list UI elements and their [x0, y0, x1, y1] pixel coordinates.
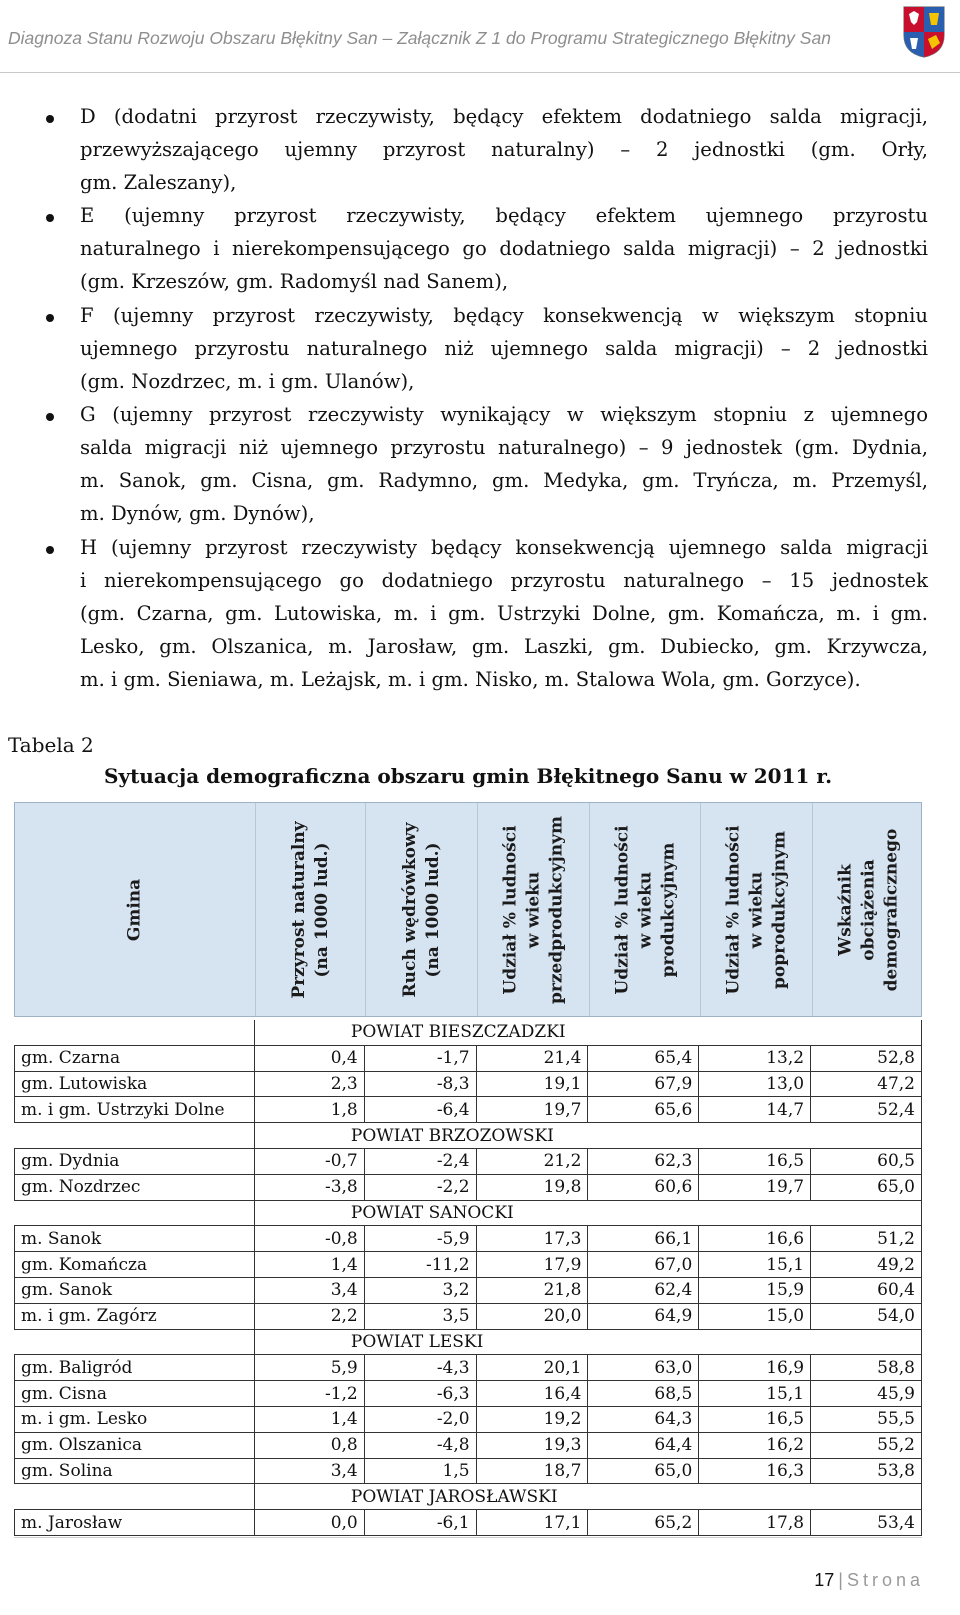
- bullet-line: gm. Zaleszany),: [80, 171, 237, 194]
- gmina-name-cell: m. i gm. Zagórz: [15, 1303, 255, 1329]
- value-cell: -6,3: [364, 1381, 476, 1407]
- column-header-line: obciążenia: [858, 858, 878, 961]
- section-name: POWIAT JAROSŁAWSKI: [254, 1484, 921, 1510]
- bullet-line: (gm. Krzeszów, gm. Radomyśl nad Sanem),: [80, 270, 509, 293]
- column-header-text: [500, 815, 569, 1003]
- page-number: 17: [814, 1570, 835, 1590]
- section-spacer: [15, 1020, 255, 1045]
- value-cell: 19,1: [476, 1071, 588, 1097]
- section-name: POWIAT SANOCKI: [254, 1200, 921, 1226]
- value-cell: 0,8: [254, 1432, 364, 1458]
- gmina-name-cell: gm. Dydnia: [15, 1148, 255, 1174]
- value-cell: -2,0: [364, 1406, 476, 1432]
- bullet-line: H (ujemny przyrost rzeczywisty będący konsekwencją ujemnego salda migracji: [80, 536, 928, 559]
- table-row: [15, 1355, 922, 1381]
- value-cell: 21,2: [476, 1148, 588, 1174]
- value-cell: 65,0: [811, 1174, 922, 1200]
- table-title: Sytuacja demograficzna obszaru gmin Błękitnego Sanu w 2011 r.: [104, 764, 833, 788]
- value-cell: 21,8: [476, 1277, 588, 1303]
- bullet-item-d: [80, 100, 928, 199]
- table-row: [15, 1148, 922, 1174]
- demographic-table: [14, 1020, 922, 1536]
- table-row: [15, 1303, 922, 1329]
- section-spacer: [15, 1484, 255, 1510]
- table-row: [15, 1277, 922, 1303]
- value-cell: 13,0: [699, 1071, 811, 1097]
- value-cell: 65,6: [588, 1097, 699, 1123]
- page-footer: [814, 1570, 924, 1591]
- gmina-name-cell: gm. Czarna: [15, 1045, 255, 1071]
- section-row: [15, 1123, 922, 1149]
- value-cell: 47,2: [811, 1071, 922, 1097]
- column-header-text: [288, 821, 334, 998]
- section-spacer: [15, 1329, 255, 1355]
- gmina-name-cell: gm. Baligród: [15, 1355, 255, 1381]
- value-cell: 17,1: [476, 1510, 588, 1536]
- value-cell: 3,4: [254, 1458, 364, 1484]
- column-header: [589, 803, 701, 1016]
- gmina-name-cell: gm. Komańcza: [15, 1252, 255, 1278]
- column-header-line: demograficznego: [881, 828, 901, 991]
- value-cell: 3,5: [364, 1303, 476, 1329]
- bullet-line: (gm. Czarna, gm. Lutowiska, m. i gm. Ustrzyki Dolne, gm. Komańcza, m. i gm.: [80, 602, 928, 625]
- gmina-name-cell: gm. Cisna: [15, 1381, 255, 1407]
- table-row: [15, 1045, 922, 1071]
- value-cell: -6,1: [364, 1510, 476, 1536]
- gmina-name-cell: gm. Lutowiska: [15, 1071, 255, 1097]
- section-row: [15, 1020, 922, 1045]
- value-cell: 16,9: [699, 1355, 811, 1381]
- bullet-item-e: [80, 199, 928, 298]
- value-cell: 1,4: [254, 1252, 364, 1278]
- bullet-line: Lesko, gm. Olszanica, m. Jarosław, gm. Laszki, gm. Dubiecko, gm. Krzywcza,: [80, 635, 928, 658]
- value-cell: 14,7: [699, 1097, 811, 1123]
- column-header-line: (na 1000 lud.): [423, 841, 443, 978]
- section-row: [15, 1329, 922, 1355]
- footer-word: Strona: [846, 1570, 924, 1590]
- gmina-name-cell: m. i gm. Lesko: [15, 1406, 255, 1432]
- value-cell: 15,1: [699, 1381, 811, 1407]
- bullet-line: E (ujemny przyrost rzeczywisty, będący efektem ujemnego przyrostu: [80, 204, 928, 227]
- value-cell: -5,9: [364, 1226, 476, 1252]
- value-cell: 13,2: [699, 1045, 811, 1071]
- table-row: [15, 1071, 922, 1097]
- value-cell: 52,4: [811, 1097, 922, 1123]
- column-header-line: w wieku: [523, 871, 544, 948]
- bullet-line: G (ujemny przyrost rzeczywisty wynikający w większym stopniu z ujemnego: [80, 403, 928, 426]
- value-cell: 60,4: [811, 1277, 922, 1303]
- value-cell: -3,8: [254, 1174, 364, 1200]
- value-cell: 2,2: [254, 1303, 364, 1329]
- table-header: [14, 802, 922, 1017]
- table-row: [15, 1226, 922, 1252]
- column-header-text: [834, 828, 903, 991]
- value-cell: 21,4: [476, 1045, 588, 1071]
- bullet-dot: [46, 546, 54, 554]
- value-cell: 51,2: [811, 1226, 922, 1252]
- table-row: [15, 1381, 922, 1407]
- value-cell: 0,4: [254, 1045, 364, 1071]
- column-header-line: Gmina: [124, 878, 145, 941]
- gmina-name-cell: gm. Nozdrzec: [15, 1174, 255, 1200]
- bullet-line: naturalnego i nierekompensującego go dodatniego salda migracji) – 2 jednostki: [80, 237, 928, 260]
- column-header: [365, 803, 478, 1016]
- value-cell: -2,4: [364, 1148, 476, 1174]
- value-cell: 5,9: [254, 1355, 364, 1381]
- column-header-line: Przyrost naturalny: [289, 820, 309, 999]
- value-cell: 63,0: [588, 1355, 699, 1381]
- value-cell: 64,9: [588, 1303, 699, 1329]
- value-cell: 1,4: [254, 1406, 364, 1432]
- value-cell: 65,0: [588, 1458, 699, 1484]
- value-cell: 62,4: [588, 1277, 699, 1303]
- gmina-name-cell: gm. Solina: [15, 1458, 255, 1484]
- section-row: [15, 1484, 922, 1510]
- bullet-dot: [46, 413, 54, 421]
- value-cell: 16,5: [699, 1406, 811, 1432]
- value-cell: 45,9: [811, 1381, 922, 1407]
- value-cell: 0,0: [254, 1510, 364, 1536]
- table-label: Tabela 2: [8, 733, 94, 757]
- bullet-line: (gm. Nozdrzec, m. i gm. Ulanów),: [80, 370, 415, 393]
- value-cell: 65,2: [588, 1510, 699, 1536]
- column-header-gmina: [15, 803, 255, 1016]
- column-header-line: Udział % ludności: [612, 824, 632, 995]
- gmina-name-cell: gm. Olszanica: [15, 1432, 255, 1458]
- bullet-line: i nierekompensującego go dodatniego przyrostu naturalnego – 15 jednostek: [80, 569, 928, 592]
- bullet-dot: [46, 115, 54, 123]
- value-cell: 66,1: [588, 1226, 699, 1252]
- bullet-dot: [46, 214, 54, 222]
- value-cell: -6,4: [364, 1097, 476, 1123]
- value-cell: -8,3: [364, 1071, 476, 1097]
- column-header-line: Udział % ludności: [500, 824, 521, 995]
- value-cell: 3,4: [254, 1277, 364, 1303]
- value-cell: 53,8: [811, 1458, 922, 1484]
- column-header-text: [124, 878, 147, 940]
- table-row: [15, 1432, 922, 1458]
- coat-of-arms-icon: [902, 5, 946, 59]
- gmina-name-cell: m. Jarosław: [15, 1510, 255, 1536]
- bullet-line: m. Sanok, gm. Cisna, gm. Radymno, gm. Medyka, gm. Tryńcza, m. Przemyśl,: [80, 469, 928, 492]
- value-cell: 54,0: [811, 1303, 922, 1329]
- column-header-line: przedprodukcyjnym: [546, 815, 567, 1004]
- value-cell: 16,6: [699, 1226, 811, 1252]
- column-header: [255, 803, 366, 1016]
- column-header: [700, 803, 813, 1016]
- value-cell: 55,2: [811, 1432, 922, 1458]
- value-cell: 60,6: [588, 1174, 699, 1200]
- value-cell: 19,7: [699, 1174, 811, 1200]
- bullet-item-f: [80, 299, 928, 398]
- column-header-line: Wskaźnik: [835, 863, 855, 956]
- table-row: [15, 1406, 922, 1432]
- column-header-line: w wieku: [746, 871, 767, 948]
- value-cell: 15,0: [699, 1303, 811, 1329]
- value-cell: -11,2: [364, 1252, 476, 1278]
- value-cell: 60,5: [811, 1148, 922, 1174]
- value-cell: 19,2: [476, 1406, 588, 1432]
- value-cell: 67,9: [588, 1071, 699, 1097]
- bullet-line: przewyższającego ujemny przyrost naturalny) – 2 jednostki (gm. Orły,: [80, 138, 928, 161]
- value-cell: 64,4: [588, 1432, 699, 1458]
- value-cell: 16,2: [699, 1432, 811, 1458]
- footer-rule: [14, 1537, 922, 1538]
- value-cell: 17,9: [476, 1252, 588, 1278]
- value-cell: 18,7: [476, 1458, 588, 1484]
- value-cell: 17,8: [699, 1510, 811, 1536]
- bullet-item-h: [80, 531, 928, 696]
- header-title: Diagnoza Stanu Rozwoju Obszaru Błękitny San – Załącznik Z 1 do Programu Strategicznego Błękitny San: [8, 28, 831, 48]
- value-cell: 52,8: [811, 1045, 922, 1071]
- value-cell: 62,3: [588, 1148, 699, 1174]
- bullet-line: F (ujemny przyrost rzeczywisty, będący konsekwencją w większym stopniu: [80, 304, 928, 327]
- bullet-line: D (dodatni przyrost rzeczywisty, będący efektem dodatniego salda migracji,: [80, 105, 928, 128]
- value-cell: 19,8: [476, 1174, 588, 1200]
- value-cell: 15,1: [699, 1252, 811, 1278]
- table-row: [15, 1510, 922, 1536]
- page-header: [0, 0, 960, 73]
- column-header: [477, 803, 590, 1016]
- value-cell: 20,1: [476, 1355, 588, 1381]
- column-header-line: Udział % ludności: [723, 824, 744, 995]
- value-cell: -1,7: [364, 1045, 476, 1071]
- column-header: [812, 803, 924, 1016]
- value-cell: 1,8: [254, 1097, 364, 1123]
- value-cell: 15,9: [699, 1277, 811, 1303]
- bullet-line: m. i gm. Sieniawa, m. Leżajsk, m. i gm. Nisko, m. Stalowa Wola, gm. Gorzyce).: [80, 668, 861, 691]
- table-row: [15, 1458, 922, 1484]
- value-cell: 65,4: [588, 1045, 699, 1071]
- gmina-name-cell: m. Sanok: [15, 1226, 255, 1252]
- column-header-text: [611, 825, 680, 994]
- value-cell: 2,3: [254, 1071, 364, 1097]
- gmina-name-cell: m. i gm. Ustrzyki Dolne: [15, 1097, 255, 1123]
- value-cell: 20,0: [476, 1303, 588, 1329]
- value-cell: -4,8: [364, 1432, 476, 1458]
- column-header-line: (na 1000 lud.): [312, 841, 332, 978]
- value-cell: 64,3: [588, 1406, 699, 1432]
- value-cell: 53,4: [811, 1510, 922, 1536]
- value-cell: -1,2: [254, 1381, 364, 1407]
- value-cell: 58,8: [811, 1355, 922, 1381]
- bullet-dot: [46, 314, 54, 322]
- section-name: POWIAT BIESZCZADZKI: [254, 1020, 921, 1045]
- value-cell: -2,2: [364, 1174, 476, 1200]
- value-cell: 16,3: [699, 1458, 811, 1484]
- section-row: [15, 1200, 922, 1226]
- bullet-item-g: [80, 398, 928, 530]
- column-header-line: poprodukcyjnym: [769, 830, 790, 989]
- table-row: [15, 1174, 922, 1200]
- section-spacer: [15, 1123, 255, 1149]
- column-header-line: w wieku: [635, 871, 655, 948]
- footer-separator: |: [838, 1570, 843, 1590]
- column-header-line: produkcyjnym: [658, 842, 678, 977]
- column-header-line: Ruch wędrówkowy: [400, 821, 420, 998]
- value-cell: 19,7: [476, 1097, 588, 1123]
- value-cell: 16,4: [476, 1381, 588, 1407]
- value-cell: 19,3: [476, 1432, 588, 1458]
- column-header-text: [399, 822, 445, 997]
- value-cell: 3,2: [364, 1277, 476, 1303]
- gmina-name-cell: gm. Sanok: [15, 1277, 255, 1303]
- bullet-line: salda migracji niż ujemnego przyrostu naturalnego) – 9 jednostek (gm. Dydnia,: [80, 436, 928, 459]
- value-cell: 1,5: [364, 1458, 476, 1484]
- value-cell: -0,7: [254, 1148, 364, 1174]
- table-row: [15, 1252, 922, 1278]
- table-row: [15, 1097, 922, 1123]
- value-cell: -4,3: [364, 1355, 476, 1381]
- value-cell: 67,0: [588, 1252, 699, 1278]
- value-cell: 49,2: [811, 1252, 922, 1278]
- bullet-line: m. Dynów, gm. Dynów),: [80, 502, 315, 525]
- column-header-text: [723, 825, 792, 994]
- section-spacer: [15, 1200, 255, 1226]
- value-cell: -0,8: [254, 1226, 364, 1252]
- bullet-line: ujemnego przyrostu naturalnego niż ujemnego salda migracji) – 2 jednostki: [80, 337, 928, 360]
- value-cell: 17,3: [476, 1226, 588, 1252]
- section-name: POWIAT BRZOZOWSKI: [254, 1123, 921, 1149]
- section-name: POWIAT LESKI: [254, 1329, 921, 1355]
- value-cell: 55,5: [811, 1406, 922, 1432]
- value-cell: 68,5: [588, 1381, 699, 1407]
- value-cell: 16,5: [699, 1148, 811, 1174]
